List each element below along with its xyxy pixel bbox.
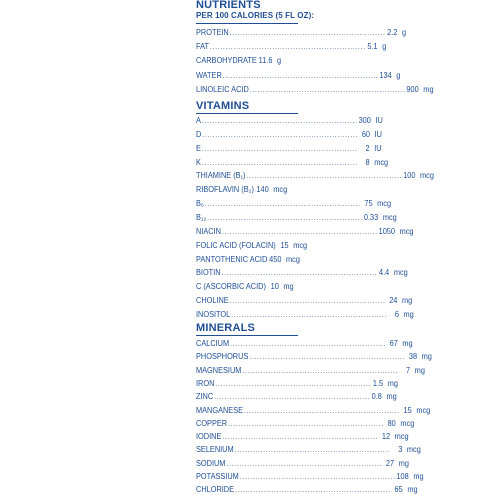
nutrient-name: C (ASCORBIC ACID) — [196, 282, 266, 292]
nutrient-name: BIOTIN — [196, 268, 221, 278]
dot-leader: ............................................................ — [242, 365, 399, 375]
vitamins-row — [196, 198, 392, 210]
nutrient-unit: mg — [387, 378, 398, 388]
vitamins-row — [196, 267, 408, 279]
nutrient-value: 0.33 — [363, 212, 379, 222]
dot-leader: ............................................................ — [246, 171, 403, 181]
nutrient-name: CHOLINE — [196, 296, 229, 306]
nutrient-name: NIACIN — [196, 226, 221, 236]
nutrients-subheading: PER 100 CALORIES (5 FL OZ): — [196, 11, 315, 20]
nutrient-unit: mcg — [273, 185, 288, 195]
nutrient-name: THIAMINE (B₁) — [196, 171, 246, 181]
nutrient-name: A — [196, 116, 201, 125]
vitamins-row — [196, 143, 382, 155]
nutrient-value: 5.1 — [367, 42, 378, 52]
nutrient-name: PANTOTHENIC ACID — [196, 254, 268, 264]
nutrient-name: FAT — [196, 42, 209, 52]
nutrient-unit: mcg — [420, 171, 434, 181]
dot-leader: ............................................................ — [201, 157, 358, 167]
nutrient-unit: IU — [374, 143, 382, 153]
nutrition-panel — [196, 0, 434, 500]
nutrient-value: 108 — [396, 472, 409, 481]
nutrient-value: 140 — [256, 185, 269, 195]
nutrient-name: CALCIUM — [196, 339, 230, 348]
minerals-row — [196, 431, 409, 443]
nutrient-value: 900 — [406, 84, 419, 94]
nutrient-name: IODINE — [196, 432, 222, 442]
nutrient-value: 6 — [394, 309, 399, 319]
nutrient-value: 300 — [358, 116, 371, 125]
vitamins-row — [196, 170, 434, 182]
nutrient-value: 60 — [361, 129, 371, 139]
nutrient-name: K — [196, 157, 201, 167]
vitamins-heading: VITAMINS — [196, 100, 250, 112]
dot-leader: ............................................................ — [249, 352, 406, 362]
nutrient-unit: mcg — [399, 226, 414, 236]
nutrient-value: 4.4 — [378, 268, 390, 278]
nutrient-value: 3 — [398, 445, 403, 455]
minerals-row — [196, 458, 409, 470]
nutrient-value: 24 — [389, 296, 398, 306]
minerals-heading: MINERALS — [196, 322, 256, 334]
nutrient-name: WATER — [196, 70, 222, 80]
vitamins-row — [196, 295, 413, 307]
nutrient-value: 2 — [365, 143, 370, 153]
nutrients-row — [196, 55, 292, 67]
dot-leader: ............................................................ — [239, 472, 396, 481]
minerals-row — [196, 365, 425, 377]
nutrient-unit: g — [277, 56, 282, 66]
vitamins-row — [196, 226, 414, 238]
nutrient-unit: mcg — [377, 199, 392, 209]
nutrient-name: E — [196, 143, 201, 153]
dot-leader: ............................................................ — [229, 28, 386, 37]
minerals-row — [196, 484, 418, 496]
dot-leader: ............................................................ — [226, 458, 383, 468]
dot-leader: ............................................................ — [228, 418, 384, 428]
nutrient-name: RIBOFLAVIN (B₂) — [196, 185, 254, 195]
dot-leader: ............................................................ — [249, 84, 406, 94]
nutrient-name: SODIUM — [196, 458, 226, 468]
dot-leader: ............................................................ — [229, 296, 386, 306]
dot-leader: ............................................................ — [230, 339, 386, 348]
nutrient-unit: mcg — [394, 432, 409, 442]
nutrient-value: 8 — [365, 157, 370, 167]
minerals-row — [196, 471, 424, 483]
nutrient-unit: mg — [402, 296, 413, 306]
dot-leader: ............................................................ — [201, 143, 358, 153]
nutrient-unit: mg — [283, 282, 294, 292]
nutrient-unit: g — [396, 70, 401, 80]
nutrient-name: SELENIUM — [196, 445, 234, 455]
dot-leader: ............................................................ — [234, 445, 391, 455]
minerals-row — [196, 351, 432, 363]
nutrient-value: 12 — [381, 432, 391, 442]
dot-leader: ............................................................ — [243, 405, 400, 415]
nutrient-value: 65 — [394, 485, 403, 495]
nutrient-unit: mg — [386, 392, 397, 402]
minerals-row — [196, 391, 397, 403]
nutrient-name: D — [196, 129, 202, 139]
nutrient-unit: mcg — [293, 240, 308, 250]
nutrient-unit: mcg — [374, 157, 389, 167]
minerals-row — [196, 418, 415, 430]
dot-leader — [255, 184, 256, 196]
nutrient-value: 15 — [280, 240, 289, 250]
nutrient-unit: mcg — [400, 418, 415, 428]
minerals-row — [196, 444, 421, 456]
dot-leader: ............................................................ — [222, 432, 379, 442]
nutrient-name: PHOSPHORUS — [196, 352, 249, 362]
vitamins-row — [196, 240, 308, 252]
nutrient-value: 67 — [389, 339, 398, 348]
dot-leader: ............................................................ — [201, 116, 358, 125]
minerals-rule — [196, 335, 298, 336]
dot-leader: ............................................................ — [231, 309, 387, 319]
nutrients-row — [196, 70, 401, 82]
nutrients-row — [196, 27, 407, 39]
dot-leader: ............................................................ — [221, 268, 378, 278]
nutrient-value: 10 — [270, 282, 279, 292]
nutrients-rule — [196, 23, 298, 24]
vitamins-row — [196, 281, 292, 293]
nutrient-name: LINOLEIC ACID — [196, 84, 249, 94]
minerals-row — [196, 405, 431, 417]
nutrient-unit: mg — [398, 458, 409, 468]
dot-leader: ............................................................ — [222, 70, 379, 80]
nutrient-unit: mg — [413, 472, 424, 481]
nutrient-unit: IU — [374, 129, 382, 139]
dot-leader: ............................................................ — [204, 199, 361, 209]
dot-leader: ............................................................ — [202, 129, 359, 139]
nutrient-unit: mg — [407, 485, 418, 495]
nutrient-name: CARBOHYDRATE — [196, 56, 257, 66]
dot-leader: ............................................................ — [214, 392, 370, 402]
vitamins-row — [196, 212, 397, 224]
nutrient-unit: mg — [421, 352, 432, 362]
nutrient-value: 450 — [269, 254, 282, 264]
dot-leader: ............................................................ — [215, 378, 372, 388]
nutrient-value: 27 — [385, 458, 395, 468]
nutrient-value: 1.5 — [372, 378, 384, 388]
nutrient-unit: mg — [402, 339, 413, 348]
minerals-row — [196, 338, 413, 350]
vitamins-rule — [196, 113, 298, 114]
nutrient-name: MAGNESIUM — [196, 365, 242, 375]
vitamins-row — [196, 129, 382, 141]
nutrient-unit: g — [402, 28, 407, 37]
nutrients-row — [196, 84, 434, 96]
vitamins-row — [196, 309, 414, 321]
nutrient-unit: mcg — [382, 212, 397, 222]
nutrient-name: POTASSIUM — [196, 472, 239, 481]
dot-leader: ............................................................ — [221, 226, 378, 236]
nutrients-row — [196, 41, 387, 53]
nutrient-value: 7 — [405, 365, 411, 375]
nutrient-name: COPPER — [196, 418, 228, 428]
nutrients-heading: NUTRIENTS — [196, 0, 261, 11]
nutrient-unit: g — [382, 42, 387, 52]
nutrient-name: MANGANESE — [196, 405, 244, 415]
nutrient-unit: mcg — [393, 268, 408, 278]
nutrient-name: CHLORIDE — [196, 485, 235, 495]
nutrient-unit: IU — [375, 116, 383, 125]
dot-leader: ............................................................ — [234, 485, 391, 495]
vitamins-row — [196, 157, 389, 169]
nutrient-name: FOLIC ACID (FOLACIN) — [196, 240, 276, 250]
dot-leader: ............................................................ — [207, 212, 363, 222]
nutrient-unit: mg — [403, 309, 414, 319]
nutrient-name: IRON — [196, 378, 215, 388]
nutrient-unit: mcg — [406, 445, 421, 455]
nutrient-value: 80 — [387, 418, 396, 428]
nutrient-unit: mg — [414, 365, 425, 375]
nutrient-value: 75 — [364, 199, 373, 209]
nutrient-unit: mcg — [286, 254, 300, 264]
nutrient-value: 15 — [403, 405, 412, 415]
vitamins-row — [196, 115, 383, 127]
nutrient-value: 11.6 — [258, 56, 273, 66]
nutrient-unit: mcg — [416, 405, 431, 415]
nutrient-value: 0.8 — [371, 392, 382, 402]
nutrient-name: INOSITOL — [196, 309, 231, 319]
vitamins-row — [196, 254, 300, 266]
vitamins-row — [196, 184, 292, 196]
nutrient-value: 134 — [379, 70, 392, 80]
minerals-row — [196, 378, 398, 390]
nutrient-unit: mg — [423, 84, 434, 94]
nutrient-value: 38 — [408, 352, 418, 362]
dot-leader: ............................................................ — [209, 42, 366, 52]
nutrient-name: PROTEIN — [196, 28, 229, 37]
nutrient-name: ZINC — [196, 392, 214, 402]
nutrient-value: 100 — [403, 171, 416, 181]
nutrient-value: 2.2 — [387, 28, 398, 37]
nutrient-name: B₁₂ — [196, 212, 207, 222]
nutrient-value: 1050 — [378, 226, 395, 236]
nutrient-name: B₆ — [196, 199, 204, 209]
